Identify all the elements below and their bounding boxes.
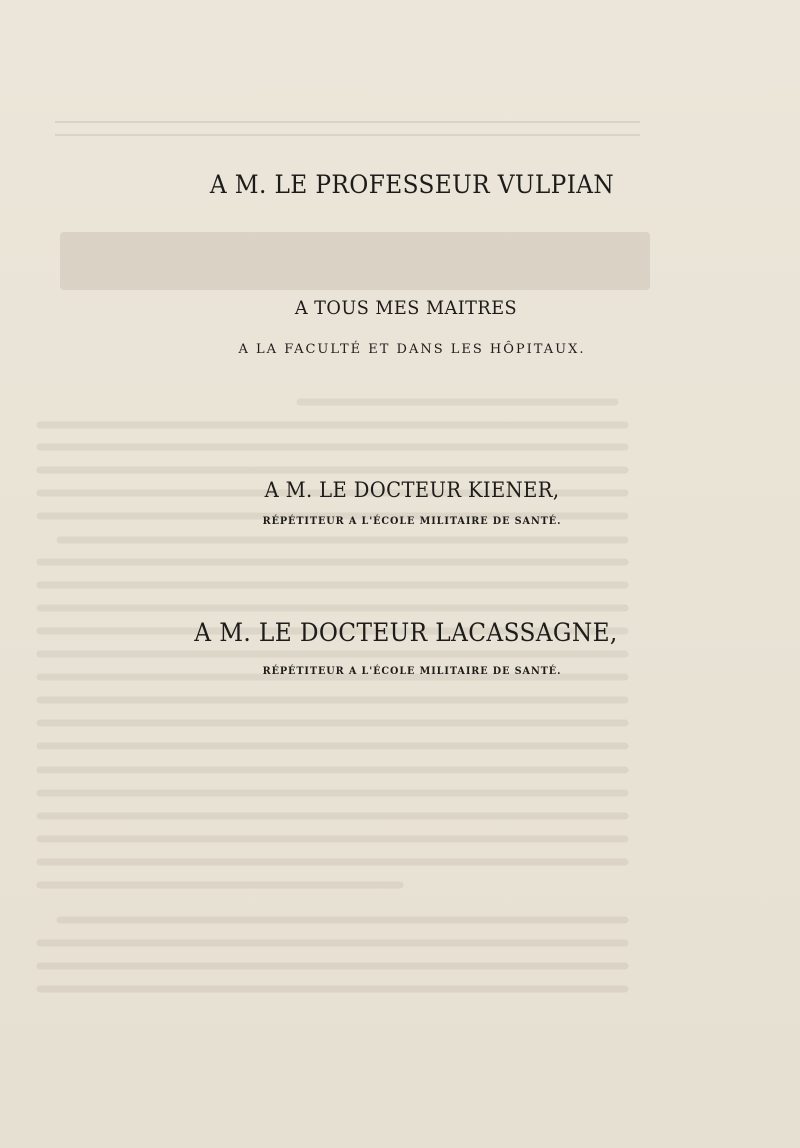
dedication-lacassagne: A M. LE DOCTEUR LACASSAGNE,	[194, 618, 618, 647]
dedication-faculty-hospitals: A LA FACULTÉ ET DANS LES HÔPITAUX.	[238, 342, 586, 357]
dedication-vulpian: A M. LE PROFESSEUR VULPIAN	[209, 170, 615, 199]
kiener-title: RÉPÉTITEUR A L'ÉCOLE MILITAIRE DE SANTÉ.	[262, 515, 562, 527]
lacassagne-title: RÉPÉTITEUR A L'ÉCOLE MILITAIRE DE SANTÉ.	[262, 665, 562, 677]
dedication-kiener: A M. LE DOCTEUR KIENER,	[264, 478, 560, 502]
dedication-all-masters: A TOUS MES MAITRES	[294, 297, 518, 319]
